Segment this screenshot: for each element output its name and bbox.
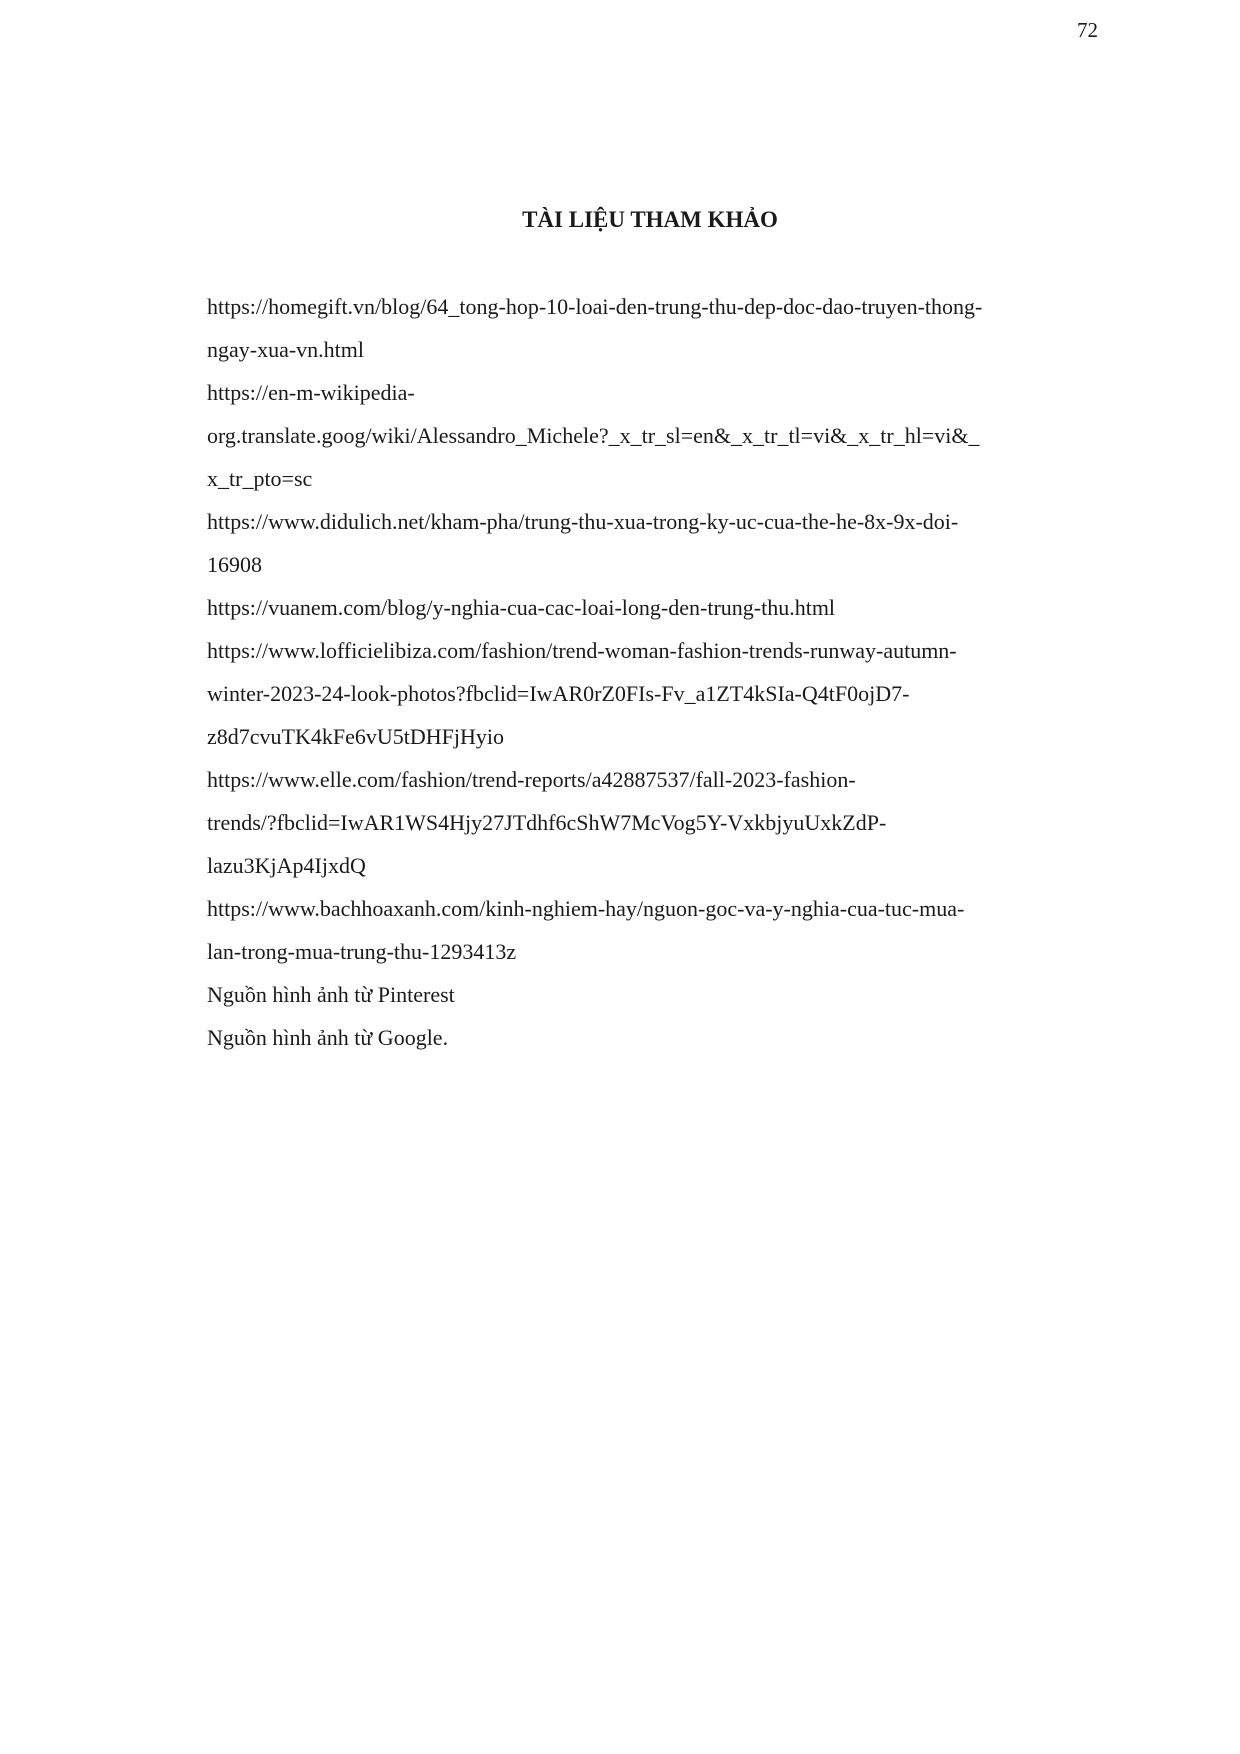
reference-line: lan-trong-mua-trung-thu-1293413z xyxy=(207,939,517,964)
reference-item xyxy=(207,887,1107,973)
reference-item xyxy=(207,629,1107,758)
reference-item xyxy=(207,500,1107,586)
reference-line: z8d7cvuTK4kFe6vU5tDHFjHyio xyxy=(207,724,504,749)
reference-line: lazu3KjAp4IjxdQ xyxy=(207,853,366,878)
reference-line: 16908 xyxy=(207,552,262,577)
reference-line: org.translate.goog/wiki/Alessandro_Michele?_x_tr_sl=en&_x_tr_tl=vi&_x_tr_hl=vi&_ xyxy=(207,423,980,448)
reference-line: trends/?fbclid=IwAR1WS4Hjy27JTdhf6cShW7McVog5Y-VxkbjyuUxkZdP- xyxy=(207,810,887,835)
reference-line: https://www.lofficielibiza.com/fashion/trend-woman-fashion-trends-runway-autumn- xyxy=(207,638,957,663)
reference-line: x_tr_pto=sc xyxy=(207,466,313,491)
reference-line: https://www.didulich.net/kham-pha/trung-thu-xua-trong-ky-uc-cua-the-he-8x-9x-doi- xyxy=(207,509,959,534)
reference-line: https://vuanem.com/blog/y-nghia-cua-cac-loai-long-den-trung-thu.html xyxy=(207,595,836,620)
reference-item xyxy=(207,285,1107,371)
reference-line: Nguồn hình ảnh từ Pinterest xyxy=(207,982,455,1007)
page-title: TÀI LIỆU THAM KHẢO xyxy=(522,207,778,232)
reference-line: https://www.elle.com/fashion/trend-reports/a42887537/fall-2023-fashion- xyxy=(207,767,856,792)
reference-line: ngay-xua-vn.html xyxy=(207,337,365,362)
page-number: 72 xyxy=(1077,18,1098,42)
reference-item xyxy=(207,371,1107,500)
reference-line: Nguồn hình ảnh từ Google. xyxy=(207,1025,449,1050)
reference-item xyxy=(207,758,1107,887)
reference-list xyxy=(207,285,1107,1059)
reference-line: https://en-m-wikipedia- xyxy=(207,380,415,405)
reference-item xyxy=(207,973,1107,1016)
reference-item xyxy=(207,1016,1107,1059)
reference-line: https://www.bachhoaxanh.com/kinh-nghiem-hay/nguon-goc-va-y-nghia-cua-tuc-mua- xyxy=(207,896,965,921)
reference-line: https://homegift.vn/blog/64_tong-hop-10-loai-den-trung-thu-dep-doc-dao-truyen-thong- xyxy=(207,294,983,319)
reference-line: winter-2023-24-look-photos?fbclid=IwAR0rZ0FIs-Fv_a1ZT4kSIa-Q4tF0ojD7- xyxy=(207,681,910,706)
reference-item xyxy=(207,586,1107,629)
